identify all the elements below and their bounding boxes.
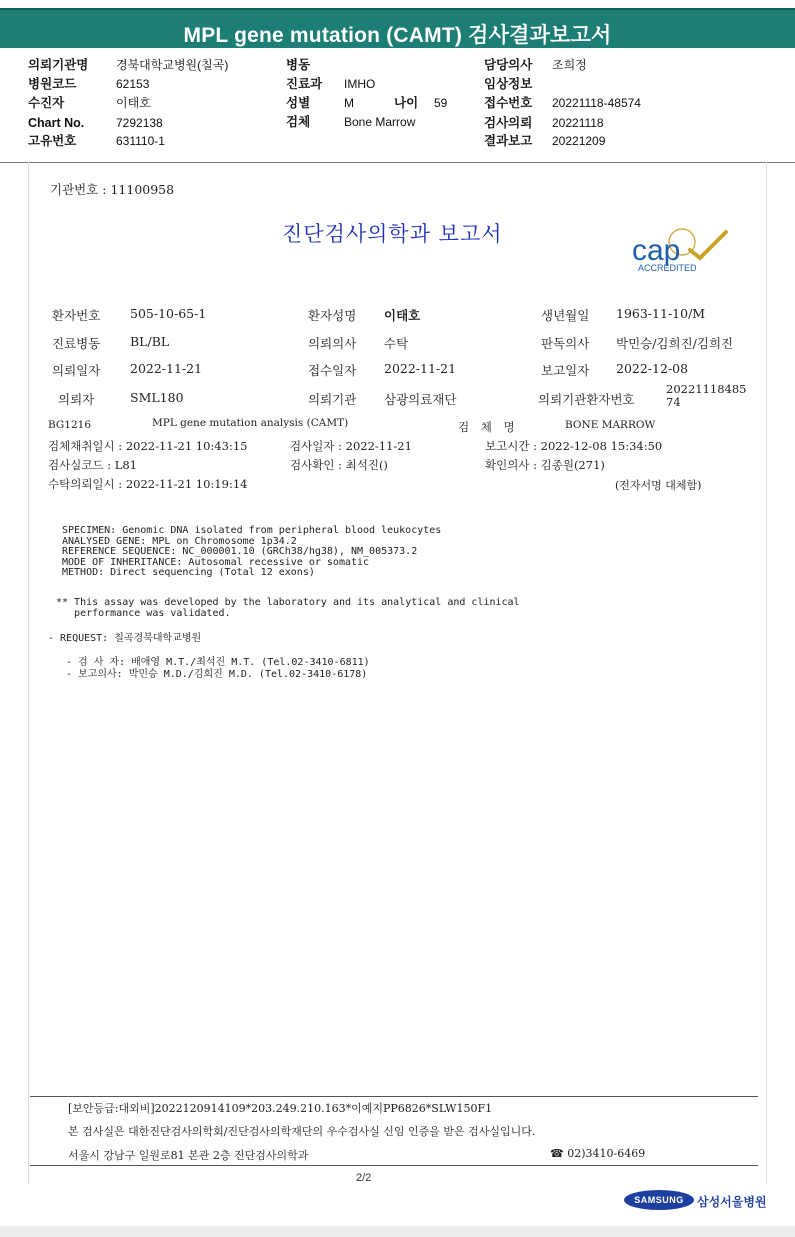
header-label-unique-no: 고유번호	[28, 134, 77, 148]
test-date: 검사일자 : 2022-11-21	[290, 439, 412, 453]
page-number: 2/2	[356, 1172, 372, 1184]
assay-note-line-2: performance was validated.	[56, 608, 231, 619]
banner-title: MPL gene mutation (CAMT) 검사결과보고서	[183, 24, 612, 47]
sheet-right-edge	[766, 162, 767, 1184]
patient-label-request-date: 의뢰일자	[52, 363, 101, 378]
header-label-specimen: 검체	[286, 115, 311, 129]
header-label-patient: 수진자	[28, 96, 65, 110]
patient-label-requesting-doctor: 의뢰의사	[308, 336, 357, 351]
patient-label-ward: 진료병동	[52, 336, 101, 351]
header-value-unique-no: 631110-1	[116, 134, 165, 148]
patient-value-received-date: 2022-11-21	[384, 361, 457, 376]
header-label-accession-no: 접수번호	[484, 96, 533, 110]
institution-number: 기관번호 : 11100958	[50, 182, 175, 197]
report-title: 진단검사의학과 보고서	[282, 222, 503, 246]
method-line: METHOD: Direct sequencing (Total 12 exons)	[62, 567, 315, 578]
specimen-name-value: BONE MARROW	[565, 419, 656, 431]
reference-sequence-line: REFERENCE SEQUENCE: NC_000001.10 (GRCh38/hg38), NM_005373.2	[62, 546, 418, 557]
header-label-clinical-info: 임상정보	[484, 77, 533, 91]
patient-label-requester: 의뢰자	[58, 392, 95, 407]
patient-label-reading-doctor: 판독의사	[541, 336, 590, 351]
header-value-doctor: 조희정	[552, 58, 587, 72]
phone-line: ☎ 02)3410-6469	[550, 1147, 646, 1160]
patient-label-report-date: 보고일자	[541, 363, 590, 378]
patient-value-requesting-institution: 삼광의료재단	[384, 392, 457, 407]
patient-value-reading-doctor: 박민승/김희진/김희진	[616, 336, 734, 351]
header-value-result-date: 20221209	[552, 134, 606, 148]
header-value-hospital-code: 62153	[116, 77, 150, 91]
patient-value-requesting-doctor: 수탁	[384, 336, 409, 351]
patient-label-patient-no: 환자번호	[52, 308, 101, 323]
patient-label-received-date: 접수일자	[308, 363, 357, 378]
header-divider	[0, 162, 795, 163]
hospital-name: 삼성서울병원	[697, 1195, 767, 1209]
collection-datetime: 검체채취일시 : 2022-11-21 10:43:15	[48, 439, 248, 453]
header-label-result-date: 결과보고	[484, 134, 533, 148]
cap-accredited-text: ACCREDITED	[638, 263, 697, 273]
patient-value-institution-patient-no: 2022111848574	[666, 382, 747, 409]
header-value-department: IMHO	[344, 77, 376, 91]
test-name: MPL gene mutation analysis (CAMT)	[152, 417, 349, 429]
analysed-gene-line: ANALYSED GENE: MPL on Chromosome 1p34.2	[62, 535, 297, 547]
header-label-chart-no: Chart No.	[28, 116, 85, 130]
lab-code: 검사실코드 : L81	[48, 458, 137, 472]
header-label-request-date: 검사의뢰	[484, 116, 533, 130]
header-value-accession-no: 20221118-48574	[552, 96, 641, 110]
specimen-line: SPECIMEN: Genomic DNA isolated from peripheral blood leukocytes	[62, 525, 442, 536]
inheritance-line: MODE OF INHERITANCE: Autosomal recessive or somatic	[62, 556, 370, 568]
cap-accredited-logo	[630, 228, 730, 274]
assay-note-line-1: ** This assay was developed by the laboratory and its analytical and clinical	[56, 597, 520, 608]
footer-bottom-rule	[30, 1165, 758, 1166]
patient-value-requester: SML180	[130, 390, 184, 405]
header-value-chart-no: 7292138	[116, 116, 163, 130]
header-label-institution: 의뢰기관명	[28, 58, 89, 72]
patient-label-name: 환자성명	[308, 308, 357, 323]
patient-value-request-date: 2022-11-21	[130, 361, 203, 376]
patient-value-birthdate: 1963-11-10/M	[616, 306, 706, 321]
certification-line: 본 검사실은 대한진단검사의학회/진단검사의학재단의 우수검사실 신임 인증을 받은 검사실입니다.	[68, 1125, 536, 1138]
patient-label-requesting-institution: 의뢰기관	[308, 392, 357, 407]
patient-value-report-date: 2022-12-08	[616, 361, 689, 376]
header-value-sex: M	[344, 96, 354, 110]
header-label-ward: 병동	[286, 58, 311, 72]
patient-label-institution-patient-no: 의뢰기관환자번호	[538, 392, 635, 407]
header-label-doctor: 담당의사	[484, 58, 533, 72]
header-value-age: 59	[434, 96, 448, 110]
header-value-institution: 경북대학교병원(칠곡)	[116, 58, 229, 72]
cap-wordmark: cap	[632, 234, 681, 267]
patient-value-ward: BL/BL	[130, 334, 170, 349]
e-signature-note: (전자서명 대체함)	[615, 479, 702, 492]
patient-label-birthdate: 생년월일	[541, 308, 590, 323]
report-banner	[0, 8, 795, 48]
address-line: 서울시 강남구 일원로81 본관 2층 진단검사의학과	[68, 1149, 309, 1162]
test-confirmer: 검사확인 : 최석진()	[290, 458, 388, 472]
confirming-doctor: 확인의사 : 김종원(271)	[485, 458, 605, 472]
samsung-logo: SAMSUNG	[624, 1190, 694, 1210]
header-label-department: 진료과	[286, 77, 323, 91]
header-value-request-date: 20221118	[552, 116, 604, 130]
header-label-sex: 성별	[286, 96, 311, 110]
patient-value-patient-no: 505-10-65-1	[130, 306, 207, 321]
header-value-specimen: Bone Marrow	[344, 115, 416, 129]
consignment-datetime: 수탁의뢰일시 : 2022-11-21 10:19:14	[48, 477, 248, 491]
reporter-contact-line: - 보고의사: 박민승 M.D./김희진 M.D. (Tel.02-3410-6178)	[66, 669, 368, 680]
checkmark-icon	[690, 232, 726, 258]
report-time: 보고시간 : 2022-12-08 15:34:50	[485, 439, 663, 453]
sheet-left-edge	[28, 162, 29, 1184]
tester-contact-line: - 검 사 자: 배애영 M.T./최석진 M.T. (Tel.02-3410-6811)	[66, 657, 370, 668]
header-label-hospital-code: 병원코드	[28, 77, 77, 91]
patient-value-name: 이태호	[384, 308, 421, 323]
header-value-patient: 이태호	[116, 96, 151, 110]
security-line: [보안등급:대외비]2022120914109*203.249.210.163*이예지PP6826*SLW150F1	[68, 1102, 493, 1115]
bottom-strip	[0, 1226, 795, 1237]
specimen-name-label: 검 체 명	[458, 420, 519, 434]
request-line: - REQUEST: 칠곡경북대학교병원	[48, 633, 202, 644]
footer-top-rule	[30, 1096, 758, 1097]
header-label-age: 나이	[394, 96, 419, 110]
test-code: BG1216	[48, 419, 92, 431]
